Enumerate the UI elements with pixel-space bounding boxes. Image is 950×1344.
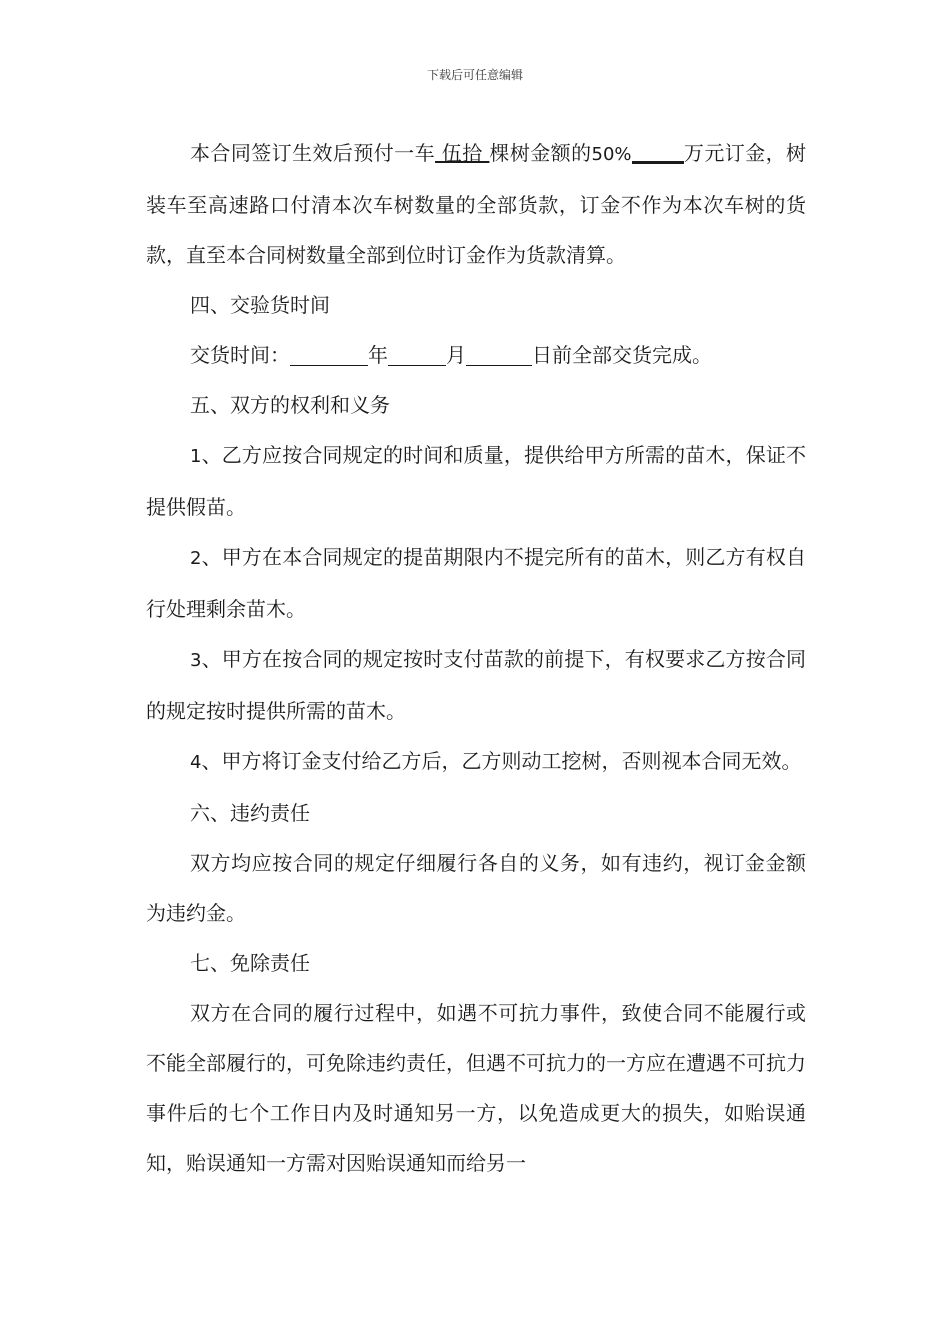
section-6-text: 双方均应按合同的规定仔细履行各自的义务，如有违约，视订金金额为违约金。 — [146, 851, 806, 925]
deposit-text-a: 本合同签订生效后预付一车 — [190, 141, 436, 165]
item-number: 3 — [190, 650, 202, 671]
obligation-item-3 — [146, 634, 806, 736]
page-header: 下载后可任意编辑 — [426, 68, 523, 82]
delivery-month-blank — [388, 343, 446, 366]
section-6-title: 六、违约责任 — [190, 801, 310, 825]
obligation-item-1 — [146, 430, 806, 532]
delivery-year-label: 年 — [368, 343, 388, 367]
deposit-paragraph — [146, 128, 806, 280]
deposit-text-c: 万元订金，树装车至高速路口付清本次车树数量的全部货款，订金不作为本次车树的货款，直至本合同树数量全部到位时订金作为货款清算。 — [146, 141, 807, 267]
deposit-percent: 50% — [591, 144, 632, 165]
section-4-title: 四、交验货时间 — [190, 293, 330, 317]
item-number: 4 — [190, 752, 202, 773]
obligation-item-2 — [146, 532, 806, 634]
contract-body — [146, 128, 806, 1188]
item-text: 、甲方在本合同规定的提苗期限内不提完所有的苗木，则乙方有权自行处理剩余苗木。 — [146, 545, 806, 621]
delivery-time-line — [146, 330, 806, 380]
delivery-label: 交货时间： — [190, 343, 290, 367]
deposit-text-b: 棵树金额的 — [489, 141, 592, 165]
delivery-month-label: 月 — [446, 343, 466, 367]
obligation-item-4 — [146, 736, 806, 788]
deposit-blank — [632, 139, 684, 164]
item-text: 、甲方在按合同的规定按时支付苗款的前提下，有权要求乙方按合同的规定按时提供所需的苗木。 — [146, 647, 806, 723]
delivery-year-blank — [290, 343, 368, 366]
delivery-tail: 日前全部交货完成。 — [532, 343, 712, 367]
deposit-amount: 伍拾 — [435, 141, 490, 165]
item-number: 1 — [190, 446, 202, 467]
item-text: 、乙方应按合同规定的时间和质量，提供给甲方所需的苗木，保证不提供假苗。 — [146, 443, 806, 519]
item-number: 2 — [190, 548, 202, 569]
section-5-title: 五、双方的权利和义务 — [190, 393, 390, 417]
section-7-text: 双方在合同的履行过程中，如遇不可抗力事件，致使合同不能履行或不能全部履行的，可免除违约责任，但遇不可抗力的一方应在遭遇不可抗力事件后的七个工作日内及时通知另一方，以免造成更大的损失，如贻误通知，贻误通知一方需对因贻误通知而给另一 — [146, 1001, 806, 1175]
delivery-day-blank — [466, 343, 532, 366]
section-7-title: 七、免除责任 — [190, 951, 310, 975]
item-text: 、甲方将订金支付给乙方后，乙方则动工挖树，否则视本合同无效。 — [201, 749, 802, 773]
